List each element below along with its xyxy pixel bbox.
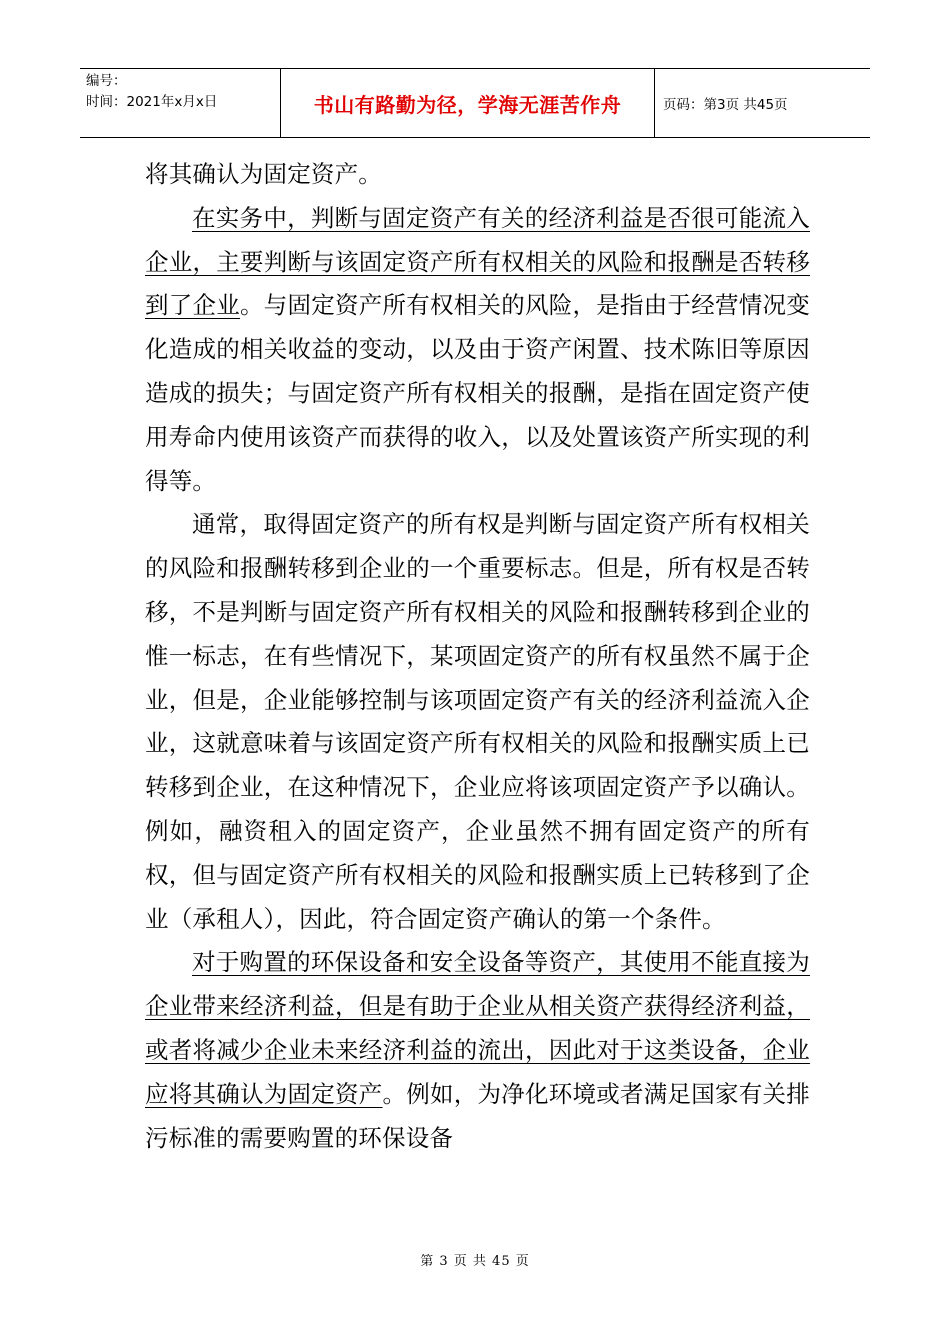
- document-header: [80, 68, 870, 138]
- paragraph-3-rest: 。例如，为净化环境或者满足国家有关排污标准的需要购置的环保设备: [145, 1079, 810, 1152]
- header-motto: 书山有路勤为径，学海无涯苦作舟: [280, 69, 655, 137]
- time-label: 时间：2021年x月x日: [86, 94, 218, 110]
- page-footer: 第 3 页 共 45 页: [420, 1254, 530, 1269]
- document-body: [145, 153, 810, 1160]
- paragraph-3: [145, 941, 810, 1160]
- paragraph-2: 通常，取得固定资产的所有权是判断与固定资产所有权相关的风险和报酬转移到企业的一个重要标志。但是，所有权是否转移，不是判断与固定资产所有权相关的风险和报酬转移到企业的惟一标志，在有些情况下，某项固定资产的所有权虽然不属于企业，但是，企业能够控制与该项固定资产有关的经济利益流入企业，这就意味着与该固定资产所有权相关的风险和报酬实质上已转移到企业，在这种情况下，企业应将该项固定资产予以确认。例如，融资租入的固定资产，企业虽然不拥有固定资产的所有权，但与固定资产所有权相关的风险和报酬实质上已转移到了企业（承租人），因此，符合固定资产确认的第一个条件。: [145, 510, 810, 933]
- number-label: 编号：: [86, 73, 127, 89]
- header-page-info: 页码：第3页 共45页: [663, 97, 788, 113]
- paragraph-3-underlined: 对于购置的环保设备和安全设备等资产，其使用不能直接为企业带来经济利益，但是有助于企业从相关资产获得经济利益，或者将减少企业未来经济利益的流出，因此对于这类设备，企业应将其确认为固定资产: [145, 948, 810, 1108]
- paragraph-1-underlined: 在实务中，判断与固定资产有关的经济利益是否很可能流入企业，主要判断与该固定资产所有权相关的风险和报酬是否转移到了企业: [145, 203, 810, 320]
- paragraph-0: 将其确认为固定资产。: [145, 160, 382, 188]
- paragraph-1: [145, 197, 810, 504]
- paragraph-1-rest: 。与固定资产所有权相关的风险，是指由于经营情况变化造成的相关收益的变动，以及由于资产闲置、技术陈旧等原因造成的损失；与固定资产所有权相关的报酬，是指在固定资产使用寿命内使用该资产而获得的收入，以及处置该资产所实现的利得等。: [145, 291, 810, 495]
- header-meta: [80, 69, 280, 137]
